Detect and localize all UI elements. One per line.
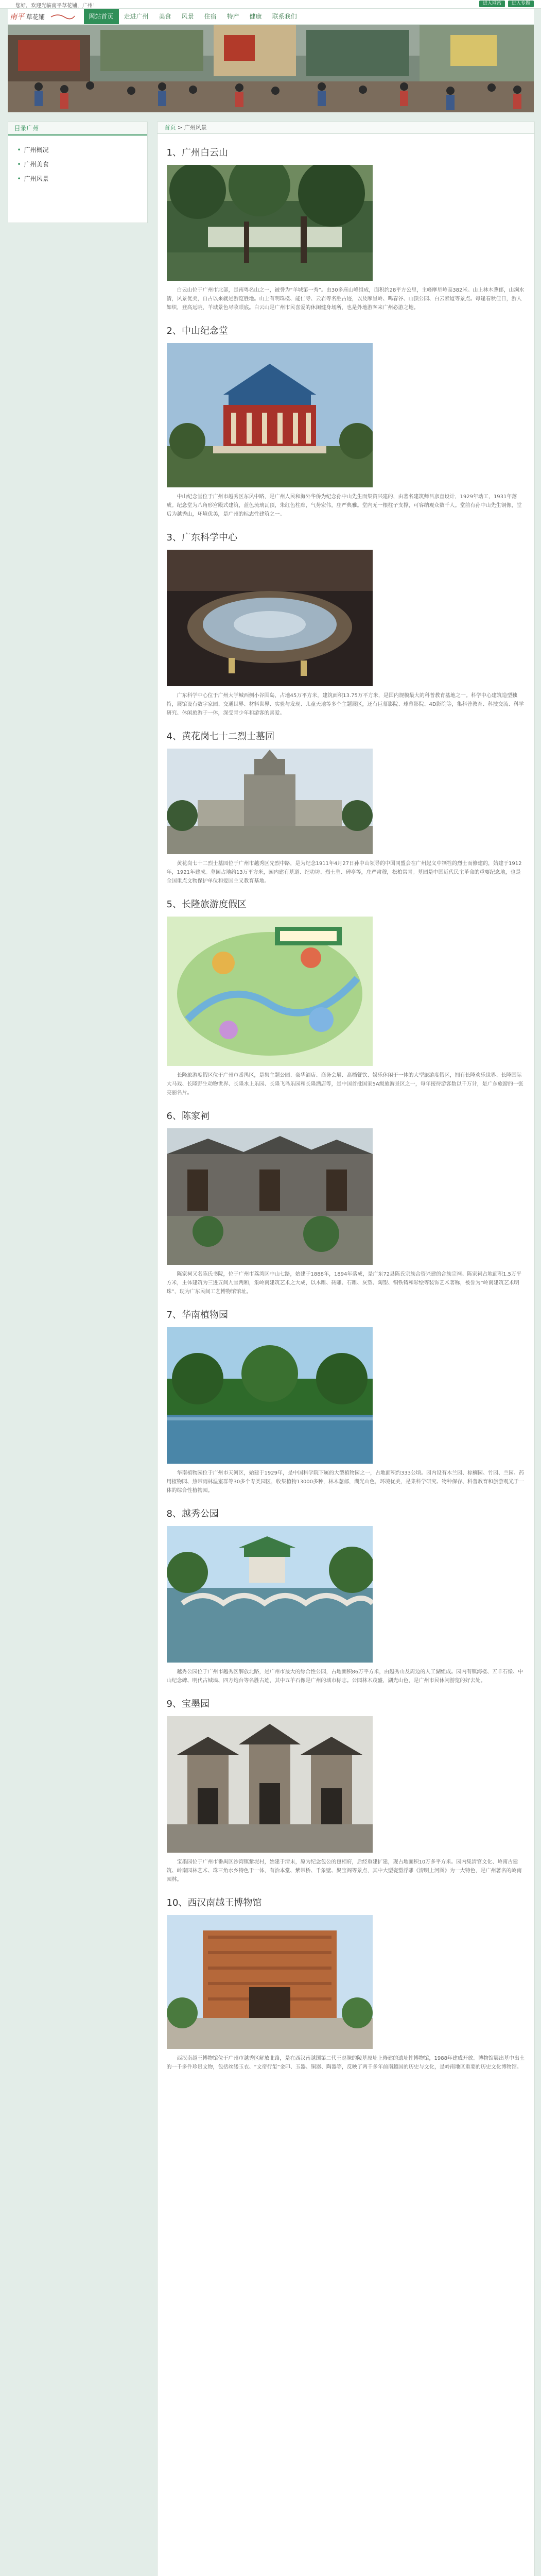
sidebar-title: 目录广州: [8, 122, 147, 135]
login-button[interactable]: 进入网站: [479, 1, 505, 7]
nav-item-home[interactable]: 网站首页: [84, 9, 119, 24]
sidebar-item-food[interactable]: • 广州美食: [18, 157, 147, 172]
section-text: 长隆旅游度假区位于广州市番禺区，是集主题公园、豪华酒店、商务会展、高档餐饮、娱乐休闲于一体的大型旅游度假区，拥有长隆欢乐世界、长隆国际大马戏、长隆野生动物世界、长隆水上乐园、长隆飞鸟乐园和长隆酒店等，是中国首批国家5A级旅游景区之一，每年接待游客数以千万计，是广东旅游的一张亮丽名片。: [166, 1073, 523, 1096]
scenic-section: [167, 897, 525, 1097]
baiyun-mountain-photo: [167, 165, 373, 281]
scenic-section: [167, 729, 525, 886]
section-text: 华南植物园位于广州市天河区，始建于1929年，是中国科学院下属的大型植物园之一，占地面积约333公顷。园内设有木兰园、棕榈园、竹园、兰园、药用植物园、热带雨林温室群等30多个专类园区，收集植物13000多种，林木葱郁，湖光山色，环境优美，是集科学研究、物种保存、科普教育和旅游观光于一体的综合性植物园。: [166, 1470, 525, 1494]
section-title: 4、黄花岗七十二烈士墓园: [166, 731, 274, 742]
page-wrapper: [8, 9, 534, 2576]
guangdong-science-center-photo: [167, 550, 373, 686]
section-text: 陈家祠又名陈氏书院，位于广州市荔湾区中山七路，始建于1888年，1894年落成，是广东72县陈氏宗族合资兴建的合族宗祠。陈家祠占地面积1.5万平方米，主体建筑为三进五间九堂两厢，集岭南建筑艺术之大成，以木雕、砖雕、石雕、灰塑、陶塑、铜铁铸和彩绘等装饰艺术著称，被誉为“岭南建筑艺术明珠”，现为广东民间工艺博物馆馆址。: [166, 1272, 522, 1295]
section-text: 黄花岗七十二烈士墓园位于广州市越秀区先烈中路，是为纪念1911年4月27日孙中山领导的中国同盟会在广州起义中牺牲的烈士而修建的，始建于1912年，1921年建成。墓园占地约13万平方米，园内建有墓道、纪功坊、烈士墓、碑亭等，庄严肃穆，松柏常青。墓园是中国近代民主革命的重要纪念地，也是全国重点文物保护单位和爱国主义教育基地。: [166, 861, 522, 884]
sun-yat-sen-memorial-hall-photo: [167, 343, 373, 487]
section-title: 10、西汉南越王博物馆: [166, 1897, 262, 1908]
banner-image: [8, 25, 534, 112]
nav-item-health[interactable]: 健康: [249, 13, 262, 20]
breadcrumb-current: 广州风景: [184, 124, 207, 131]
chen-clan-academy-photo: [167, 1128, 373, 1265]
svg-text:草花铺: 草花铺: [26, 13, 45, 21]
section-text: 中山纪念堂位于广州市越秀区东风中路，是广州人民和海外华侨为纪念孙中山先生而集资兴建的，由著名建筑师吕彦直设计，1929年动工，1931年落成。纪念堂为八角形宫殿式建筑，蓝色琉璃瓦顶，朱红色柱廊，气势宏伟，庄严典雅。堂内无一根柱子支撑，可容纳观众数千人。堂前有孙中山先生铜像，堂后为越秀山，环境优美，是广州的标志性建筑之一。: [166, 494, 522, 517]
site-logo[interactable]: [9, 11, 77, 22]
scenic-section: [167, 324, 525, 519]
scenic-section: [167, 1697, 525, 1884]
section-title: 7、华南植物园: [166, 1310, 228, 1320]
header: [8, 9, 534, 25]
main-nav: [84, 9, 302, 24]
section-text: 白云山位于广州市北部，是南粤名山之一，被誉为“羊城第一秀”。由30多座山峰组成，面积约28平方公里，主峰摩星岭高382米。山上林木葱郁，山涧水清，风景优美，自古以来就是游览胜地。山上有明珠楼、能仁寺、云岩等名胜古迹，以及摩星岭、鸣春谷、山顶公园、白云索道等景点。每逢春秋佳日，游人如织，登高远眺，羊城景色尽收眼底。白云山是广州市民喜爱的休闲健身场所，也是外地游客来广州必游之地。: [166, 287, 525, 311]
nav-item-scenery[interactable]: 风景: [181, 13, 194, 20]
top-bar: [0, 0, 541, 9]
nav-item-guangzhou[interactable]: 走进广州: [124, 13, 149, 20]
nav-item-contact[interactable]: 联系我们: [272, 13, 297, 20]
register-button[interactable]: 进入专题: [508, 1, 534, 7]
top-buttons: [479, 1, 534, 7]
sidebar-item-scenery[interactable]: • 广州风景: [18, 172, 147, 186]
section-text: 西汉南越王博物馆位于广州市越秀区解放北路，是在西汉南越国第二代王赵眜的陵墓原址上修建的遗址性博物馆，1988年建成开放。博物馆展出墓中出土的一千多件珍贵文物，包括丝缕玉衣、“文帝行玺”金印、玉器、铜器、陶器等，反映了两千多年前南越国的历史与文化，是岭南地区重要的历史文化博物馆。: [166, 2056, 525, 2070]
scenic-section: [167, 1308, 525, 1495]
sidebar: [8, 122, 148, 223]
main-area: [8, 122, 534, 2576]
section-text: 广东科学中心位于广州大学城西侧小谷围岛，占地45万平方米，建筑面积13.75万平方米，是国内规模最大的科普教育基地之一。科学中心建筑造型独特，展馆设有数字家园、交通世界、材料世界、实验与发现、儿童天地等多个主题展区，还有巨幕影院、球幕影院、4D影院等，集科普教育、科技交流、科学研究、休闲旅游于一体，深受青少年和游客的喜爱。: [166, 693, 524, 716]
yuexiu-park-photo: [167, 1526, 373, 1663]
south-china-botanical-garden-photo: [167, 1327, 373, 1464]
scenic-section: [167, 145, 525, 312]
scenic-section: [167, 1506, 525, 1685]
section-title: 8、越秀公园: [166, 1509, 219, 1519]
scenic-section: [167, 1895, 525, 2072]
baomo-garden-photo: [167, 1716, 373, 1853]
sidebar-item-overview[interactable]: • 广州概况: [18, 143, 147, 157]
nanyue-king-museum-photo: [167, 1915, 373, 2049]
nav-item-hotel[interactable]: 住宿: [204, 13, 217, 20]
nav-item-food[interactable]: 美食: [159, 13, 171, 20]
section-text: 越秀公园位于广州市越秀区解放北路，是广州市最大的综合性公园，占地面积86万平方米，由越秀山及周边的人工湖组成。园内有镇海楼、五羊石像、中山纪念碑、明代古城墙、四方炮台等名胜古迹，其中五羊石像是广州的城市标志。公园林木茂盛，湖光山色，是广州市民休闲游览的好去处。: [166, 1669, 523, 1684]
huanghuagang-cemetery-photo: [167, 749, 373, 854]
sidebar-list: [8, 143, 147, 186]
content-panel: [157, 122, 535, 2576]
welcome-text: 您好，欢迎光临南平草花铺，广州！: [15, 3, 98, 9]
section-text: 宝墨园位于广州市番禺区沙湾镇紫坭村，始建于清末，原为纪念包公的包相府，后经重建扩建，现占地面积10万多平方米。园内集清官文化、岭南古建筑、岭南园林艺术、珠三角水乡特色于一体，有治本堂、紫带桥、千象壁、聚宝阁等景点，其中大型瓷塑浮雕《清明上河图》为一大特色，是广州著名的岭南园林。: [166, 1859, 522, 1883]
section-title: 1、广州白云山: [166, 147, 228, 158]
nav-item-specialty[interactable]: 特产: [226, 13, 239, 20]
scenic-section: [167, 1109, 525, 1296]
scenic-section: [167, 530, 525, 718]
svg-text:南平: 南平: [9, 13, 24, 21]
section-title: 9、宝墨园: [166, 1699, 210, 1709]
section-title: 5、长隆旅游度假区: [166, 899, 247, 910]
section-title: 2、中山纪念堂: [166, 326, 228, 336]
chimelong-map-photo: [167, 917, 373, 1066]
breadcrumb-separator: >: [176, 124, 184, 131]
section-title: 6、陈家祠: [166, 1111, 210, 1122]
section-title: 3、广东科学中心: [166, 532, 237, 543]
breadcrumb-home[interactable]: 首页: [164, 124, 176, 131]
breadcrumb: [158, 122, 534, 134]
